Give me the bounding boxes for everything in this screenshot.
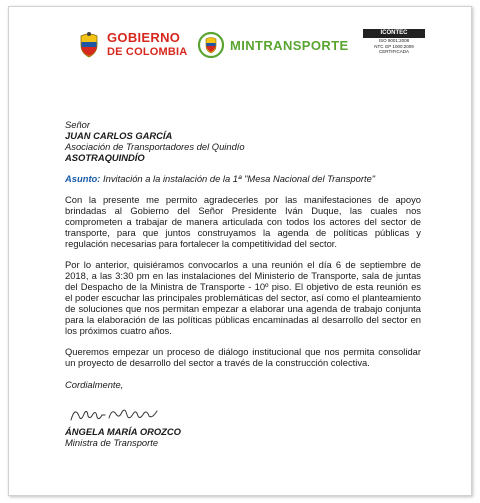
mintransporte-emblem-icon [197,31,225,59]
paragraph-3: Queremos empezar un proceso de diálogo institucional que nos permita consolidar un proyecto de desarrollo del sector a través de la construcción colectiva. [65,346,421,368]
cert-line: CERTIFICADA [379,49,409,54]
recipient-org: Asociación de Transportadores del Quindío [65,141,245,152]
colombia-coat-of-arms-icon [75,31,103,59]
gobierno-logo [75,31,187,59]
mintransporte-title: MINTRANSPORTE [230,37,349,53]
subject-text: Invitación a la instalación de la 1ª "Mesa Nacional del Transporte" [103,173,376,184]
recipient-name: JUAN CARLOS GARCÍA [65,130,173,141]
signer-name: ÁNGELA MARÍA OROZCO [65,426,181,437]
gobierno-subtitle: DE COLOMBIA [107,46,188,58]
paragraph-2: Por lo anterior, quisiéramos convocarlos a una reunión el día 6 de septiembre de 2018, a las 3:30 pm en las instalaciones del Ministerio de Transporte, sala de juntas del Despacho de la Ministra de Transporte - 10º piso. El objetivo de esta reunión es el poder escuchar las principales problemáticas del sector, así como el planteamiento de soluciones que nos permitan empezar a elaborar una agenda de trabajo conjunta para la elaboración de las políticas públicas encaminadas al desarrollo del sector en los próximos cuatro años. [65,259,421,336]
recipient-block [65,119,421,163]
cert-line: NTC GP 1000:2009 [374,43,414,49]
quality-certification-seal [363,29,425,65]
letterhead [9,7,471,77]
subject-label: Asunto: [65,173,101,184]
gobierno-title: GOBIERNO [107,30,181,45]
letter-page [8,6,472,496]
salutation: Señor [65,119,91,130]
signature-area [65,402,421,426]
paragraph-1: Con la presente me permito agradecerles por las manifestaciones de apoyo brindadas al Gobierno del Señor Presidente Iván Duque, las cuales nos comprometen a trabajar de manera articulada con todos los actores del sector de transporte, para que juntos construyamos la agenda de políticas públicas y regulación necesarias para fortalecer la competitividad del sector. [65,194,421,249]
handwritten-signature-icon [69,402,161,426]
cert-badge: ICONTEC [363,29,425,38]
letter-body [65,119,421,448]
signer-role: Ministra de Transporte [65,437,159,448]
subject-line [65,173,421,184]
recipient-acronym: ASOTRAQUINDÍO [65,152,145,163]
closing: Cordialmente, [65,379,124,390]
mintransporte-logo [197,31,349,59]
cert-line: ISO 9001:2008 [378,38,410,43]
